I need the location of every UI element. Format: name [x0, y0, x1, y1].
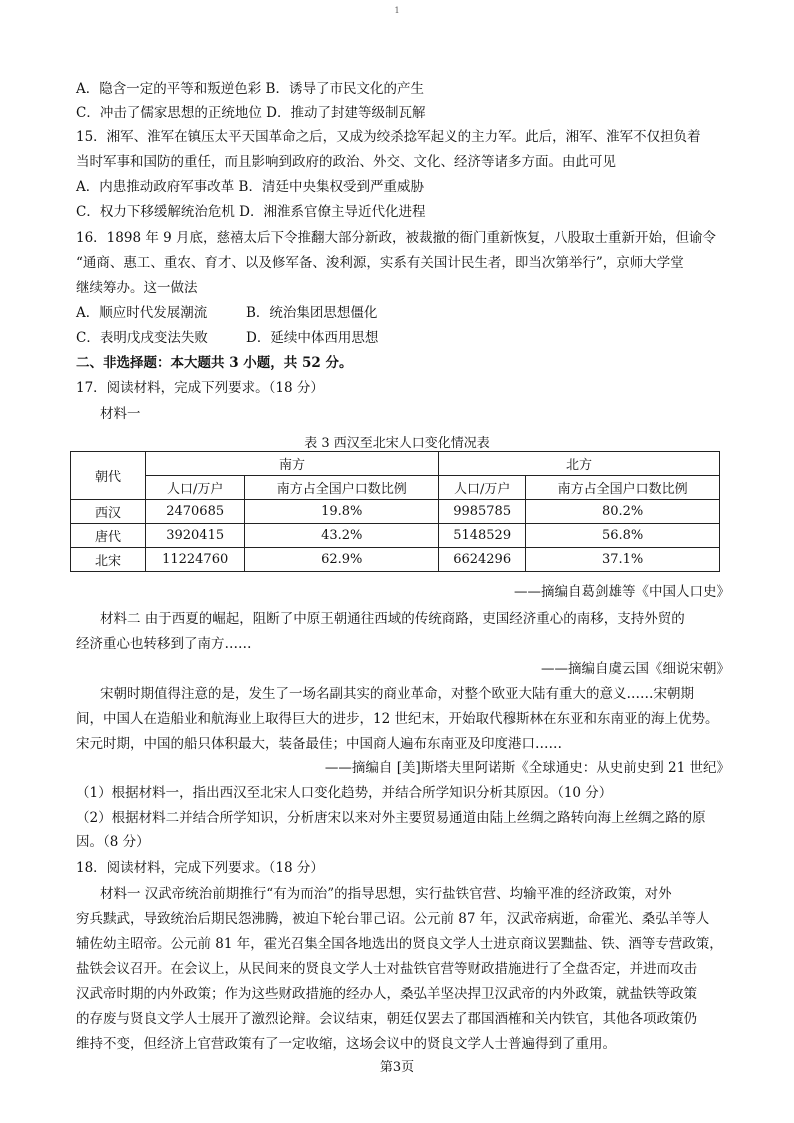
q18-material-line4: 盐铁会议召开。在会议上，从民间来的贤良文学人士对盐铁官营等财政措施进行了全盘否定，并进而攻击 [76, 961, 697, 977]
table-cell-south-pop: 3920415 [146, 524, 245, 548]
page-header-mark: 1 [394, 6, 400, 15]
q17-paragraph-line3: 宋元时期，中国的船只体积最大，装备最佳；中国商人遍布东南亚及印度港口…… [76, 736, 562, 752]
q16-option-d: D．延续中体西用思想 [246, 330, 379, 346]
table-cell-north-pop: 9985785 [439, 500, 526, 524]
q16-stem-line2: “通商、惠工、重农、育才、以及修军备、浚利源，实系有关国计民生者，即当次第举行”，京师大学堂 [76, 255, 684, 271]
table-header-dynasty: 朝代 [71, 452, 146, 500]
q18-material-line3: 辅佐幼主昭帝。公元前 81 年，霍光召集全国各地选出的贤良文学人士进京商议罢黜盐、铁、酒等专营政策， [76, 936, 723, 952]
table-header-south: 南方 [146, 452, 439, 476]
q18-material-line2: 穷兵黩武，导致统治后期民怨沸腾，被迫下轮台罪己诏。公元前 87 年，汉武帝病逝，命霍光、桑弘羊等人 [76, 911, 710, 927]
table-caption: 表 3 西汉至北宋人口变化情况表 [304, 436, 490, 451]
q17-requirement-2-line2: 因。（8 分） [76, 834, 150, 850]
table-row [71, 548, 720, 572]
table-cell-south-pop: 2470685 [146, 500, 245, 524]
q18-material-line1: 材料一 汉武帝统治前期推行“有为而治”的指导思想，实行盐铁官营、均输平准的经济政策，对外 [100, 886, 672, 902]
table-cell-north-pop: 5148529 [439, 524, 526, 548]
q15-stem-line2: 当时军事和国防的重任，而且影响到政府的政治、外交、文化、经济等诸多方面。由此可见 [76, 154, 616, 170]
table-cell-north-pct: 37.1% [526, 548, 720, 572]
q14-options-line1: A．隐含一定的平等和叛逆色彩 B．诱导了市民文化的产生 [76, 81, 424, 97]
table-subheader-north-pop: 人口/万户 [439, 476, 526, 500]
q18-material-line7: 维持不变，但经济上官营政策有了一定收缩，这场会议中的贤良文学人士普遍得到了重用。 [76, 1036, 616, 1052]
table-cell-dynasty: 唐代 [71, 524, 146, 548]
source-citation-2: ——摘编自虞云国《细说宋朝》 [541, 661, 730, 677]
q17-stem: 17．阅读材料，完成下列要求。（18 分） [76, 380, 324, 396]
q18-material-line5: 汉武帝时期的内外政策；作为这些财政措施的经办人，桑弘羊坚决捍卫汉武帝的内外政策，就盐铁等政策 [76, 986, 697, 1002]
q18-material-line6: 的存废与贤良文学人士展开了激烈论辩。会议结束，朝廷仅罢去了郡国酒榷和关内铁官，其他各项政策仍 [76, 1011, 697, 1027]
table-cell-south-pct: 62.9% [245, 548, 439, 572]
table-cell-dynasty: 西汉 [71, 500, 146, 524]
table-subheader-north-ratio: 南方占全国户口数比例 [526, 476, 720, 500]
page-number: 第3页 [379, 1060, 415, 1075]
q16-stem-line3: 继续筹办。这一做法 [76, 280, 198, 296]
section2-title: 二、非选择题：本大题共 3 小题，共 52 分。 [76, 355, 353, 371]
q15-stem-line1: 15．湘军、淮军在镇压太平天国革命之后，又成为绞杀捻军起义的主力军。此后，湘军、淮军不仅担负着 [76, 129, 701, 145]
q17-material2-line2: 经济重心也转移到了南方…… [76, 636, 252, 652]
q15-options-line2: C．权力下移缓解统治危机 D．湘淮系官僚主导近代化进程 [76, 204, 426, 220]
population-table [70, 451, 720, 572]
q17-material2-line1: 材料二 由于西夏的崛起，阻断了中原王朝通往西域的传统商路，吏国经济重心的南移，支持外贸的 [100, 611, 685, 627]
q17-paragraph-line2: 间，中国人在造船业和航海业上取得巨大的进步，12 世纪末，开始取代穆斯林在东亚和东南亚的海上优势。 [76, 711, 719, 727]
table-header-north: 北方 [439, 452, 720, 476]
source-citation-1: ——摘编自葛剑雄等《中国人口史》 [514, 584, 730, 600]
q17-material1-label: 材料一 [100, 406, 141, 422]
q16-option-a: A．顺应时代发展潮流 [76, 305, 208, 321]
table-cell-north-pct: 56.8% [526, 524, 720, 548]
q16-option-c: C．表明戊戌变法失败 [76, 330, 208, 346]
q15-options-line1: A．内患推动政府军事改革 B．清廷中央集权受到严重威胁 [76, 179, 424, 195]
table-subheader-south-ratio: 南方占全国户口数比例 [245, 476, 439, 500]
q17-requirement-1: （1）根据材料一，指出西汉至北宋人口变化趋势，并结合所学知识分析其原因。（10 分） [76, 785, 613, 801]
source-citation-3: ——摘编自 [美]斯塔夫里阿诺斯《全球通史：从史前史到 21 世纪》 [324, 760, 730, 776]
table-row [71, 500, 720, 524]
table-subheader-south-pop: 人口/万户 [146, 476, 245, 500]
q17-requirement-2-line1: （2）根据材料二并结合所学知识，分析唐宋以来对外主要贸易通道由陆上丝绸之路转向海上丝绸之路的原 [76, 810, 706, 826]
q18-stem: 18．阅读材料，完成下列要求。（18 分） [76, 860, 324, 876]
table-cell-north-pct: 80.2% [526, 500, 720, 524]
q17-paragraph-line1: 宋朝时期值得注意的是，发生了一场名副其实的商业革命，对整个欧亚大陆有重大的意义……宋朝期 [100, 686, 694, 702]
table-cell-north-pop: 6624296 [439, 548, 526, 572]
table-cell-south-pop: 11224760 [146, 548, 245, 572]
q16-option-b: B．统治集团思想僵化 [246, 305, 378, 321]
table-cell-dynasty: 北宋 [71, 548, 146, 572]
table-cell-south-pct: 19.8% [245, 500, 439, 524]
table-row [71, 524, 720, 548]
q16-stem-line1: 16．1898 年 9 月底，慈禧太后下令推翻大部分新政，被裁撤的衙门重新恢复，八股取士重新开始，但谕令 [76, 230, 716, 246]
table-cell-south-pct: 43.2% [245, 524, 439, 548]
q14-options-line2: C．冲击了儒家思想的正统地位 D．推动了封建等级制瓦解 [76, 105, 426, 121]
